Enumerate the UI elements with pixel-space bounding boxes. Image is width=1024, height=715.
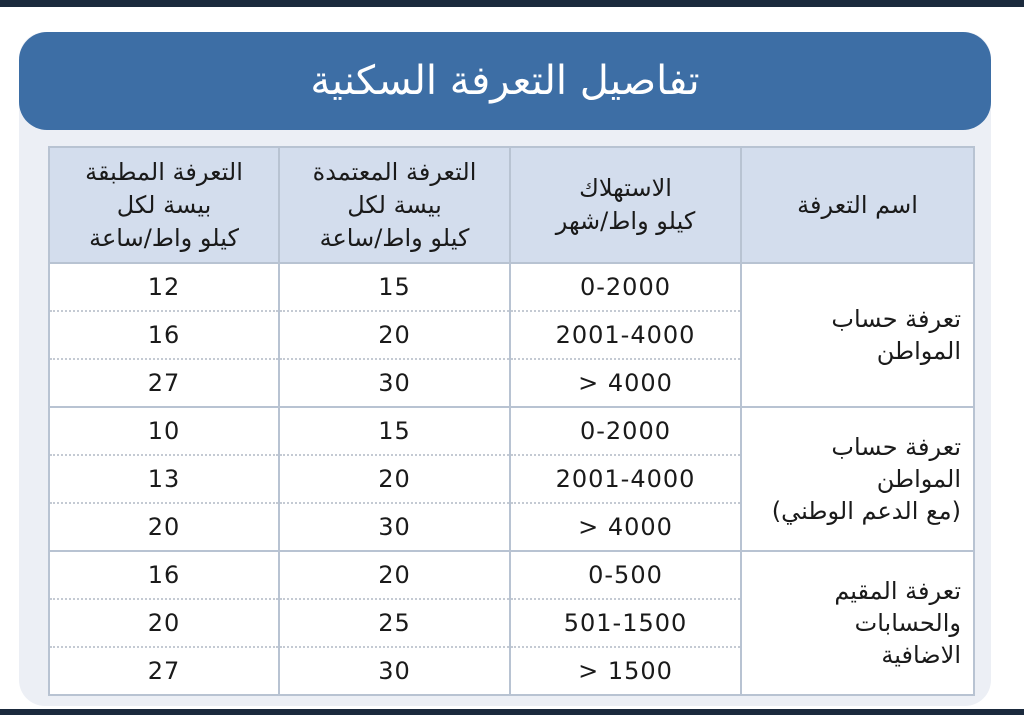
- tariff-name-cell: [741, 407, 974, 551]
- applied-value: 13: [147, 465, 181, 493]
- title-banner: [19, 32, 991, 130]
- consumption-value: > 1500: [578, 657, 673, 685]
- page-title: تفاصيل التعرفة السكنية: [310, 58, 700, 104]
- approved-value: 20: [378, 321, 411, 349]
- consumption-cell: [510, 455, 741, 503]
- table-header-row: [49, 147, 974, 263]
- header-applied-line1: التعرفة المطبقة: [85, 157, 243, 186]
- consumption-value: 501-1500: [563, 609, 688, 637]
- approved-value: 20: [378, 561, 411, 589]
- consumption-cell: [510, 407, 741, 455]
- header-approved-line1: التعرفة المعتمدة: [312, 157, 477, 186]
- applied-value: 27: [147, 369, 181, 397]
- applied-cell: [49, 599, 279, 647]
- tariff-name-line: والحسابات: [854, 609, 961, 637]
- applied-value: 27: [147, 657, 181, 685]
- tariff-name-line: تعرفة حساب: [831, 305, 961, 333]
- applied-value: 16: [147, 321, 181, 349]
- tariff-name-line: الاضافية: [881, 641, 961, 669]
- header-applied-tariff: [49, 147, 279, 263]
- applied-cell: [49, 263, 279, 311]
- consumption-cell: [510, 311, 741, 359]
- applied-value: 20: [147, 609, 181, 637]
- approved-cell: [279, 407, 510, 455]
- consumption-value: 0-500: [588, 561, 663, 589]
- tariff-name-line: (مع الدعم الوطني): [771, 497, 961, 525]
- applied-value: 20: [147, 513, 181, 541]
- approved-value: 15: [378, 273, 411, 301]
- consumption-cell: [510, 647, 741, 695]
- applied-cell: [49, 503, 279, 551]
- top-border: [0, 0, 1024, 7]
- consumption-value: 2001-4000: [555, 321, 696, 349]
- header-consumption-line2: كيلو واط/شهر: [555, 207, 696, 235]
- consumption-value: > 4000: [578, 369, 673, 397]
- header-consumption: [510, 147, 741, 263]
- tariff-name-cell: [741, 263, 974, 407]
- approved-cell: [279, 359, 510, 407]
- tariff-name-line: المواطن: [876, 337, 961, 365]
- approved-cell: [279, 311, 510, 359]
- header-consumption-line1: الاستهلاك: [579, 174, 672, 202]
- approved-cell: [279, 599, 510, 647]
- applied-cell: [49, 551, 279, 599]
- consumption-value: 2001-4000: [555, 465, 696, 493]
- consumption-cell: [510, 503, 741, 551]
- approved-value: 30: [378, 369, 411, 397]
- consumption-cell: [510, 551, 741, 599]
- tariff-name-cell: [741, 551, 974, 695]
- consumption-cell: [510, 599, 741, 647]
- consumption-value: 0-2000: [579, 273, 671, 301]
- header-applied-line2: بيسة لكل: [116, 190, 212, 219]
- applied-cell: [49, 455, 279, 503]
- applied-value: 10: [147, 417, 181, 445]
- header-approved-line3: كيلو واط/ساعة: [319, 223, 470, 252]
- table-row: [49, 551, 974, 599]
- applied-cell: [49, 407, 279, 455]
- approved-cell: [279, 503, 510, 551]
- bottom-border: [0, 709, 1024, 715]
- consumption-cell: [510, 359, 741, 407]
- tariff-name-line: المواطن: [876, 465, 961, 493]
- approved-value: 15: [378, 417, 411, 445]
- applied-cell: [49, 647, 279, 695]
- approved-cell: [279, 263, 510, 311]
- header-approved-line2: بيسة لكل: [347, 190, 442, 219]
- tariff-name-line: تعرفة حساب: [831, 433, 961, 461]
- applied-cell: [49, 359, 279, 407]
- applied-cell: [49, 311, 279, 359]
- approved-value: 30: [378, 513, 411, 541]
- approved-value: 20: [378, 465, 411, 493]
- approved-cell: [279, 647, 510, 695]
- applied-value: 12: [147, 273, 181, 301]
- consumption-value: 0-2000: [579, 417, 671, 445]
- approved-cell: [279, 455, 510, 503]
- table-row: [49, 263, 974, 311]
- applied-value: 16: [147, 561, 181, 589]
- tariff-name-line: تعرفة المقيم: [834, 577, 961, 605]
- approved-value: 30: [378, 657, 411, 685]
- consumption-cell: [510, 263, 741, 311]
- header-approved-tariff: [279, 147, 510, 263]
- consumption-value: > 4000: [578, 513, 673, 541]
- header-applied-line3: كيلو واط/ساعة: [89, 223, 239, 252]
- table-row: [49, 407, 974, 455]
- tariff-table: [48, 146, 975, 696]
- approved-value: 25: [378, 609, 411, 637]
- header-tariff-name: اسم التعرفة: [741, 147, 974, 263]
- approved-cell: [279, 551, 510, 599]
